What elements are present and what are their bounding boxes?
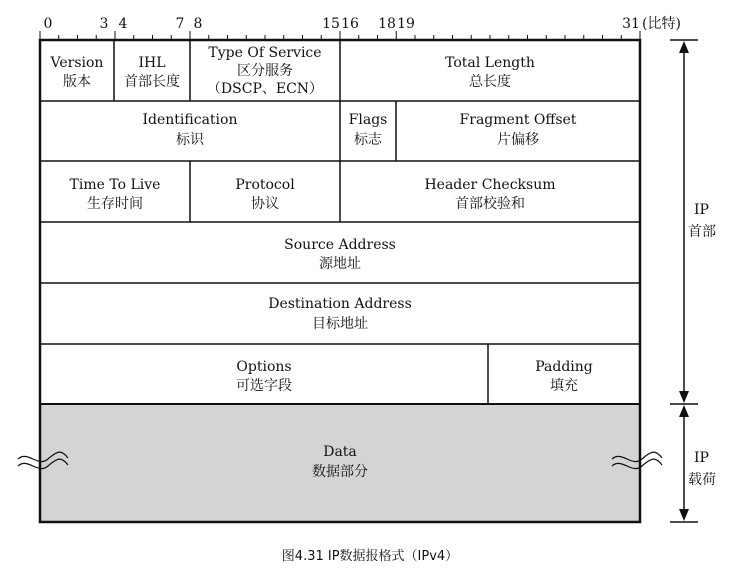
bit-unit-label: (比特)	[642, 16, 681, 32]
bit-mark-3: 3	[99, 16, 109, 32]
bit-ruler	[40, 31, 640, 40]
header-span-arrow	[670, 40, 698, 404]
bit-mark-4: 4	[118, 16, 128, 32]
data-area	[40, 404, 640, 522]
field-checksum-en: Header Checksum	[424, 177, 556, 193]
field-destination-zh: 目标地址	[312, 316, 368, 332]
field-total-length-en: Total Length	[445, 55, 535, 71]
field-identification-en: Identification	[142, 112, 238, 128]
field-padding-zh: 填充	[550, 378, 578, 394]
field-tos-zh: 区分服务	[237, 63, 293, 79]
field-flags-zh: 标志	[354, 132, 382, 148]
bit-mark-8: 8	[193, 16, 203, 32]
field-options-zh: 可选字段	[236, 378, 292, 394]
field-source-en: Source Address	[284, 237, 396, 253]
field-tos-en: Type Of Service	[208, 45, 322, 61]
bit-mark-0: 0	[43, 16, 53, 32]
ip-header-label-l2: 首部	[688, 224, 716, 240]
field-checksum-zh: 首部校验和	[455, 196, 525, 212]
bit-mark-15: 15	[322, 16, 340, 32]
field-data-en: Data	[323, 444, 357, 460]
bit-ruler-labels	[44, 15, 681, 32]
field-padding-en: Padding	[535, 359, 593, 375]
field-flags-en: Flags	[348, 112, 388, 128]
field-options-en: Options	[236, 359, 292, 375]
field-ttl-en: Time To Live	[69, 177, 161, 193]
field-source-zh: 源地址	[319, 256, 361, 272]
ip-payload-label-l1: IP	[694, 450, 709, 466]
figure-caption: 图4.31 IP数据报格式（IPv4）	[281, 549, 459, 564]
field-ttl-zh: 生存时间	[87, 196, 143, 212]
bit-mark-31: 31	[622, 16, 640, 32]
field-data-zh: 数据部分	[312, 464, 368, 480]
field-protocol-zh: 协议	[251, 196, 279, 212]
field-identification-zh: 标识	[176, 132, 204, 148]
bit-mark-19: 19	[397, 16, 415, 32]
ip-header-label-l1: IP	[694, 202, 709, 218]
field-version-en: Version	[50, 55, 104, 71]
field-total-length-zh: 总长度	[469, 74, 511, 90]
bit-mark-7: 7	[175, 16, 185, 32]
field-protocol-en: Protocol	[235, 177, 295, 193]
field-fragment-offset-zh: 片偏移	[497, 132, 539, 148]
field-fragment-offset-en: Fragment Offset	[459, 112, 577, 128]
ip-payload-label-l2: 载荷	[688, 472, 716, 488]
field-destination-en: Destination Address	[268, 296, 412, 312]
field-version-zh: 版本	[63, 74, 91, 90]
bit-mark-18: 18	[378, 16, 396, 32]
bit-mark-16: 16	[341, 16, 359, 32]
field-ihl-en: IHL	[138, 55, 166, 71]
field-tos-extra: （DSCP、ECN）	[206, 81, 324, 97]
field-ihl-zh: 首部长度	[124, 74, 180, 90]
